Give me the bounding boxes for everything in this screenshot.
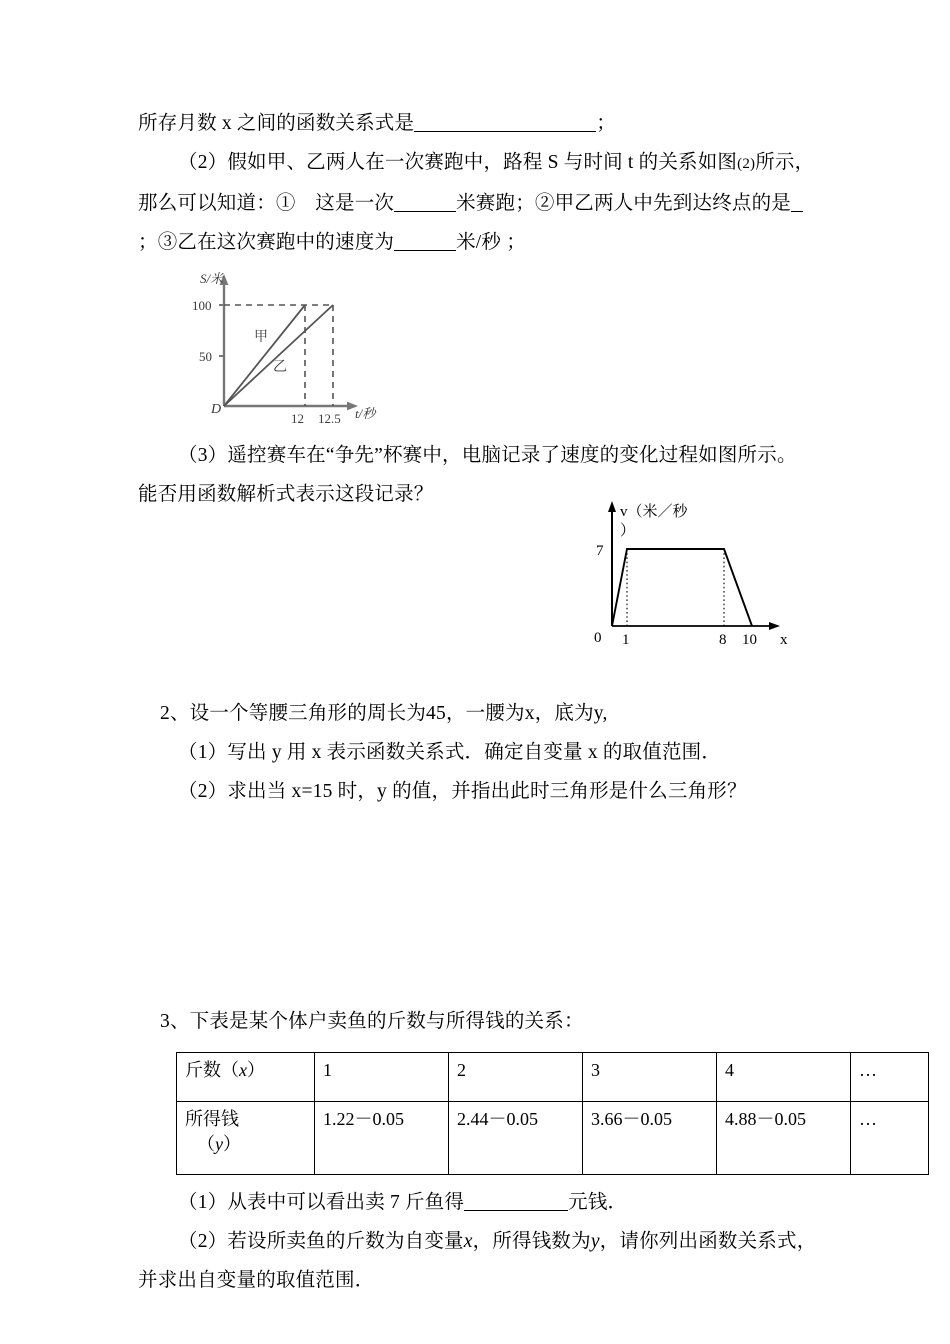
q1-line-4 — [138, 223, 838, 262]
chart2-xtick-8: 8 — [719, 632, 727, 648]
table-cell-x-ellipsis: … — [851, 1053, 929, 1102]
q2-line-2: （1）写出 y 用 x 表示函数关系式．确定自变量 x 的取值范围． — [178, 742, 722, 763]
chart2-origin-label: 0 — [594, 630, 602, 646]
answer-blank-speed-yi[interactable] — [394, 250, 456, 251]
table-cell-x-1: 1 — [315, 1053, 449, 1102]
answer-blank-race-distance[interactable] — [394, 211, 456, 212]
q1-line-3 — [138, 184, 838, 223]
question-1-block — [138, 104, 838, 262]
chart2-xtick-10: 10 — [742, 632, 757, 648]
table-cell-y-ellipsis: … — [851, 1102, 929, 1175]
fish-price-table — [176, 1052, 929, 1175]
q3-intro-line-1: （3）遥控赛车在“争先”杯赛中，电脑记录了速度的变化过程如图所示。 — [178, 445, 797, 466]
chart2-y-axis-label-line1: v（米／秒 — [620, 504, 688, 520]
q3-intro: 3、下表是某个体户卖鱼的斤数与所得钱的关系： — [160, 1011, 584, 1032]
table-row-y — [177, 1102, 929, 1175]
answer-blank-function-expression[interactable] — [414, 131, 596, 132]
chart2-x-axis-label: x — [780, 632, 788, 648]
table-header-y-var: y — [215, 1134, 223, 1154]
table-cell-y-2: 2.44－0.05 — [449, 1102, 583, 1175]
q1-line-3-text-b: 米赛跑；②甲乙两人中先到达终点的是 — [456, 193, 792, 214]
chart1-y-axis-label: S/米 — [200, 271, 224, 286]
table-header-y-c: ） — [223, 1134, 241, 1154]
q3-sub-2-var-y: y — [590, 1231, 600, 1252]
chart-race-distance-time — [178, 268, 428, 426]
chart1-xtick-12-5: 12.5 — [318, 411, 341, 426]
q3-sub-2-text-b: ，所得钱数为 — [472, 1231, 591, 1252]
chart1-series-label-jia: 甲 — [254, 330, 268, 345]
chart1-xtick-12: 12 — [291, 411, 304, 426]
table-cell-x-2: 2 — [449, 1053, 583, 1102]
q1-line-1-text: 所存月数 x 之间的函数关系式是 — [138, 113, 415, 134]
table-row-x — [177, 1053, 929, 1102]
q1-line-2-text: （2）假如甲、乙两人在一次赛跑中，路程 S 与时间 t 的关系如图 — [178, 152, 738, 173]
table-cell-x-3: 3 — [583, 1053, 717, 1102]
chart1-origin-label: D — [211, 402, 222, 417]
chart1-x-axis-label: t/秒 — [355, 406, 376, 421]
table-header-y-a: 所得钱 — [185, 1109, 239, 1129]
question-3-block — [138, 1002, 879, 1300]
table-cell-y-1: 1.22－0.05 — [315, 1102, 449, 1175]
table-header-x-a: 斤数（ — [185, 1060, 239, 1080]
table-header-x-cell — [177, 1053, 315, 1102]
q1-line-4-text-a: ；③乙在这次赛跑中的速度为 — [138, 232, 395, 253]
chart1-ytick-50: 50 — [199, 349, 212, 364]
table-cell-y-3: 3.66－0.05 — [583, 1102, 717, 1175]
q3-sub-2-text-a: （2）若设所卖鱼的斤数为自变量 — [178, 1231, 464, 1252]
q3-sub-1-text-b: 元钱． — [568, 1192, 628, 1213]
q1-line-2-end: 所示， — [755, 152, 815, 173]
table-header-y-b: （ — [197, 1134, 215, 1154]
q1-line-1 — [138, 104, 838, 143]
table-header-y-cell — [177, 1102, 315, 1175]
answer-blank-seven-jin[interactable] — [464, 1210, 568, 1211]
q3-sub-2-text-c: ，请你列出函数关系式， — [599, 1231, 817, 1252]
answer-blank-winner[interactable] — [791, 211, 803, 212]
q3-sub-1 — [138, 1183, 838, 1222]
q2-line-1: 2、设一个等腰三角形的周长为45，一腰为x，底为y, — [160, 703, 608, 724]
table-cell-x-4: 4 — [717, 1053, 851, 1102]
q2-line-3: （2）求出当 x=15 时，y 的值，并指出此时三角形是什么三角形？ — [178, 781, 747, 802]
q3-sub-3: 并求出自变量的取值范围． — [138, 1270, 375, 1291]
chart2-xtick-1: 1 — [622, 632, 630, 648]
chart2-y-axis-label-line2: ） — [620, 523, 636, 539]
q3-sub-1-text-a: （1）从表中可以看出卖 7 斤鱼得 — [178, 1192, 465, 1213]
figure-ref-2: (2) — [737, 156, 756, 172]
question-2-block — [138, 694, 838, 811]
q1-line-2 — [138, 143, 838, 184]
q3-sub-2 — [138, 1222, 838, 1261]
chart1-series-label-yi: 乙 — [273, 360, 287, 375]
chart-speed-record — [576, 494, 806, 648]
q3-intro-line-2: 能否用函数解析式表示这段记录？ — [138, 484, 434, 505]
q3-sub-2-var-x: x — [463, 1231, 473, 1252]
table-header-x-var: x — [239, 1060, 247, 1080]
q1-line-1-end: ； — [596, 113, 616, 134]
table-header-x-b: ） — [247, 1060, 265, 1080]
chart2-ytick-7: 7 — [596, 543, 604, 559]
table-cell-y-4: 4.88－0.05 — [717, 1102, 851, 1175]
chart1-ytick-100: 100 — [192, 298, 212, 313]
q1-line-4-text-b: 米/秒 ； — [456, 232, 526, 253]
q1-line-3-text-a: 那么可以知道：① 这是一次 — [138, 193, 395, 214]
